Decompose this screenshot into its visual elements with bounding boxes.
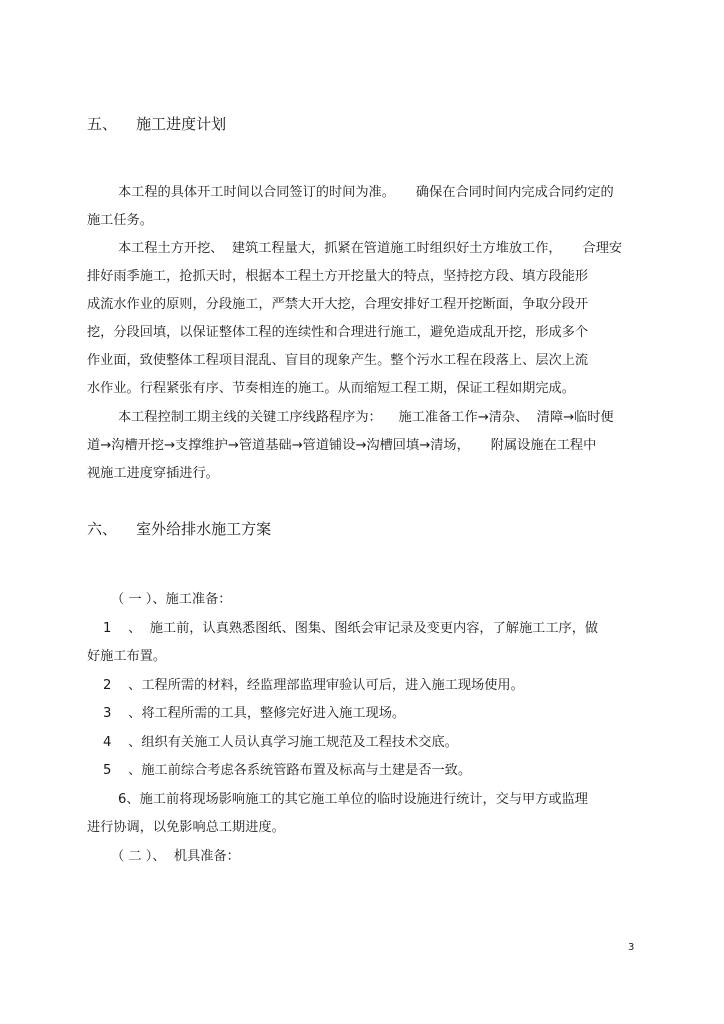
section6-heading: 六、 室外给排水施工方案: [87, 520, 272, 538]
list-item: 5 、施工前综合考虑各系统管路布置及标高与土建是否一致。: [103, 763, 472, 778]
list-item: 3 、将工程所需的工具，整修完好进入施工现场。: [103, 706, 406, 721]
list-item: 2 、工程所需的材料，经监理部监理审验认可后，进入施工现场使用。: [103, 678, 524, 693]
subheading-equipment: （ 二 ）、 机具准备：: [111, 849, 240, 864]
text-line: 挖，分段回填，以保证整体工程的连续性和合理进行施工，避免造成乱开挖，形成多个: [87, 325, 589, 340]
list-item: 1 、 施工前，认真熟悉图纸、图集、图纸会审记录及变更内容，了解施工工序，做: [103, 621, 599, 636]
text-line: 本工程的具体开工时间以合同签订的时间为准。 确保在合同时间内完成合同约定的: [118, 185, 614, 200]
subheading-preparation: （ 一 ）、施工准备：: [111, 592, 232, 607]
text-line: 排好雨季施工，抢抓天时，根据本工程土方开挖量大的特点，坚持挖方段、填方段能形: [87, 269, 589, 284]
text-line: 成流水作业的原则，分段施工，严禁大开大挖，合理安排好工程开挖断面，争取分段开: [87, 297, 589, 312]
text-line: 作业面，致使整体工程项目混乱、盲目的现象产生。整个污水工程在段落上、层次上流: [87, 353, 589, 368]
text-line: 施工任务。: [87, 213, 153, 228]
list-item: 进行协调，以免影响总工期进度。: [87, 820, 285, 835]
page-number: 3: [628, 942, 635, 953]
text-line: 道→沟槽开挖→支撑维护→管道基础→管道铺设→沟槽回填→清场， 附属设施在工程中: [87, 438, 597, 453]
text-line: 视施工进度穿插进行。: [87, 466, 219, 481]
list-item: 好施工布置。: [87, 649, 167, 664]
list-item: 6、施工前将现场影响施工的其它施工单位的临时设施进行统计，交与甲方或监理: [118, 792, 588, 807]
text-line: 水作业。行程紧张有序、节奏相连的施工。从而缩短工程工期，保证工程如期完成。: [87, 381, 575, 396]
text-line: 本工程控制工期主线的关键工序线路程序为： 施工准备工作→清杂、 清障→临时便: [118, 410, 614, 425]
list-item: 4 、组织有关施工人员认真学习施工规范及工程技术交底。: [103, 735, 458, 750]
section5-heading: 五、 施工进度计划: [87, 115, 227, 133]
text-line: 本工程土方开挖、 建筑工程量大，抓紧在管道施工时组织好土方堆放工作， 合理安: [118, 241, 623, 256]
